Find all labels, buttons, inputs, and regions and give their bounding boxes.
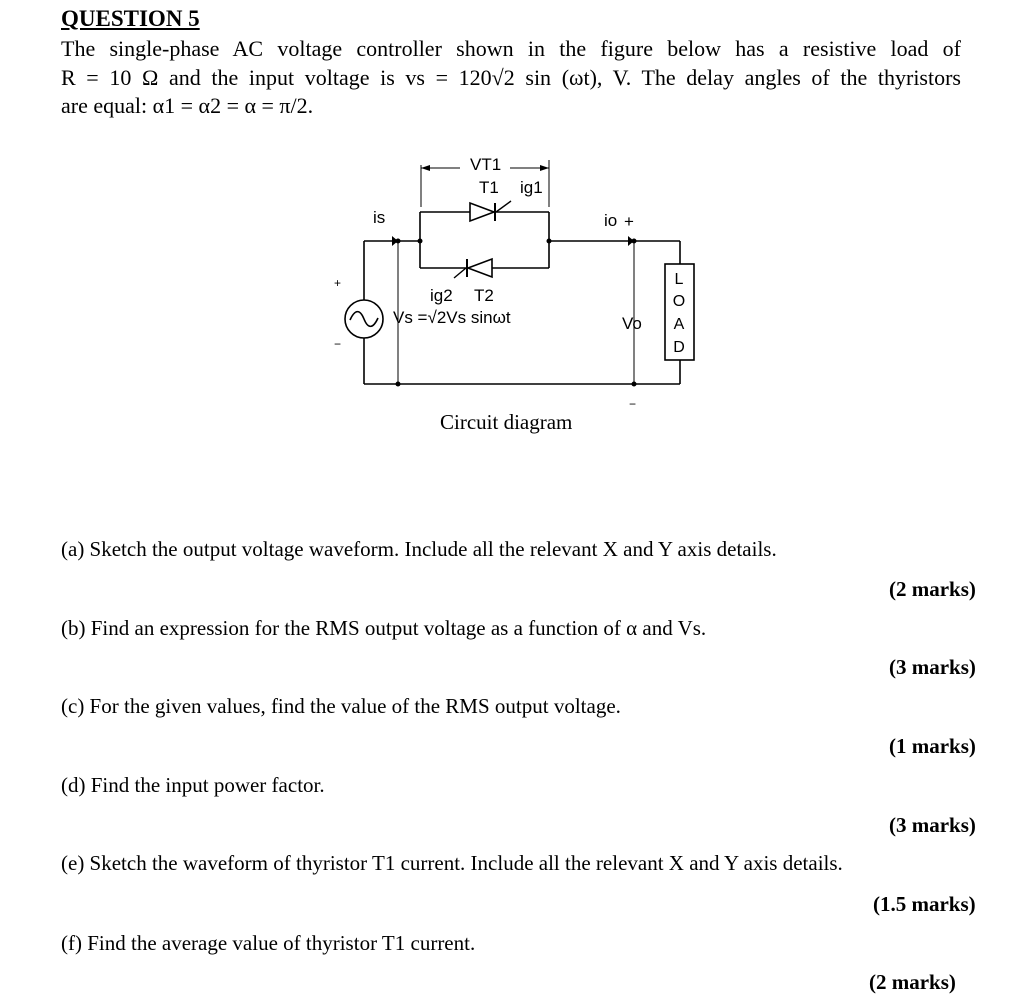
- thyristor-t1-icon: [470, 203, 494, 221]
- label-vo: Vo: [622, 314, 642, 333]
- part-d-text: (d) Find the input power factor.: [61, 773, 325, 797]
- part-e-marks: (1.5 marks): [873, 892, 976, 916]
- label-minus-out: −: [629, 397, 637, 411]
- part-b-text: (b) Find an expression for the RMS output voltage as a function of α and Vs.: [61, 616, 707, 640]
- ac-source-icon: [345, 300, 383, 338]
- circuit-caption: Circuit diagram: [440, 410, 573, 434]
- intro-line-1: The single-phase AC voltage controller shown in the figure below has a resistive load of: [61, 36, 961, 61]
- label-t1: T1: [479, 178, 499, 197]
- label-is: is: [373, 208, 386, 227]
- part-a-marks: (2 marks): [889, 577, 976, 601]
- question-title: QUESTION 5: [61, 6, 200, 31]
- intro-line-2: R = 10 Ω and the input voltage is vs = 120√2 sin (ωt), V. The delay angles of the thyristors: [61, 64, 961, 90]
- label-ig2: ig2: [430, 286, 453, 305]
- label-io: io: [604, 211, 618, 230]
- part-c-marks: (1 marks): [889, 734, 976, 758]
- part-d-marks: (3 marks): [889, 813, 976, 837]
- label-t2: T2: [474, 286, 494, 305]
- part-f-marks: (2 marks): [869, 970, 956, 994]
- label-vt1: VT1: [470, 155, 502, 174]
- label-source: Vs =√2Vs sinωt: [393, 308, 511, 327]
- intro-line-3: are equal: α1 = α2 = α = π/2.: [61, 93, 314, 118]
- load-letter-a: A: [673, 316, 685, 333]
- load-letter-d: D: [673, 339, 685, 356]
- thyristor-t2-icon: [468, 259, 492, 277]
- circuit-diagram: [0, 0, 1024, 440]
- load-letter-l: L: [674, 271, 684, 288]
- label-plus-out: +: [624, 212, 634, 231]
- load-letter-o: O: [672, 293, 686, 310]
- label-minus-in: −: [334, 337, 342, 351]
- part-b-marks: (3 marks): [889, 655, 976, 679]
- part-f-text: (f) Find the average value of thyristor T1 current.: [61, 931, 476, 955]
- part-c-text: (c) For the given values, find the value of the RMS output voltage.: [61, 694, 621, 718]
- label-plus-in: +: [334, 276, 342, 290]
- part-a-text: (a) Sketch the output voltage waveform. Include all the relevant X and Y axis details.: [61, 537, 777, 561]
- part-e-text: (e) Sketch the waveform of thyristor T1 current. Include all the relevant X and Y axis details.: [61, 851, 843, 875]
- label-ig1: ig1: [520, 178, 543, 197]
